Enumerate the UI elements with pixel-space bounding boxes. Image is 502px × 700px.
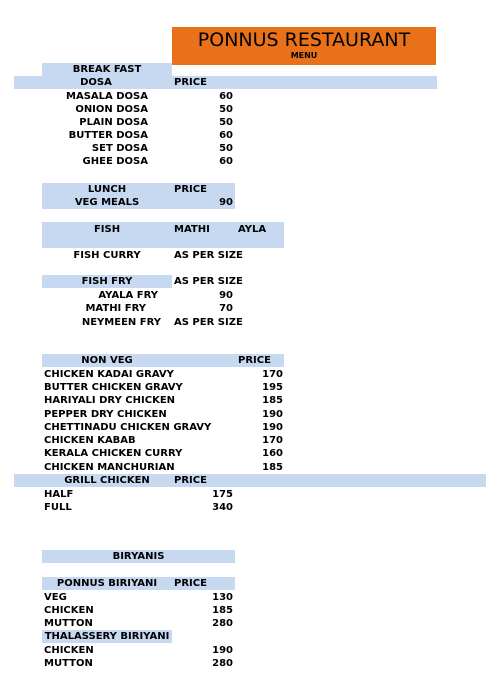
menu-item-price: 190: [212, 645, 233, 656]
menu-item-price: 50: [219, 143, 233, 154]
menu-item-name: CHICKEN KADAI GRAVY: [44, 369, 174, 380]
menu-item-price: 170: [262, 435, 283, 446]
menu-item-name: NEYMEEN FRY: [81, 317, 161, 328]
fish-fry-title: FISH FRY: [81, 276, 133, 287]
menu-item-price: 280: [212, 618, 233, 629]
menu-item-price: 60: [219, 156, 233, 167]
menu-item-name: VEG MEALS: [74, 197, 140, 208]
title-banner: [172, 27, 436, 65]
menu-item-price: AS PER SIZE: [174, 317, 243, 328]
menu-subtitle: MENU: [290, 51, 318, 60]
lunch-price-label: PRICE: [174, 184, 207, 195]
menu-item-price: 60: [219, 130, 233, 141]
menu-item-price: 50: [219, 117, 233, 128]
ponnus-biriyani-title: PONNUS BIRIYANI: [56, 578, 158, 589]
menu-item-name: FULL: [44, 502, 72, 513]
menu-item-price: 185: [212, 605, 233, 616]
menu-item-name: CHICKEN: [44, 645, 94, 656]
menu-item-price: 130: [212, 592, 233, 603]
grill-price-label: PRICE: [174, 475, 207, 486]
grill-chicken-title: GRILL CHICKEN: [64, 475, 150, 486]
menu-item-price: 60: [219, 91, 233, 102]
menu-item-price: AS PER SIZE: [174, 250, 243, 261]
menu-item-price: 170: [262, 369, 283, 380]
restaurant-name: PONNUS RESTAURANT: [197, 29, 411, 51]
menu-item-name: MUTTON: [44, 658, 93, 669]
biryanis-title: BIRYANIS: [112, 551, 165, 562]
dosa-column-label: DOSA: [80, 77, 112, 88]
menu-item-name: CHETTINADU CHICKEN GRAVY: [44, 422, 212, 433]
menu-item-name: MUTTON: [44, 618, 93, 629]
menu-item-name: AYALA FRY: [98, 290, 158, 301]
menu-item-name: MATHI FRY: [85, 303, 146, 314]
fish-mathi-label: MATHI: [174, 224, 210, 235]
menu-item-price: 175: [212, 489, 233, 500]
menu-item-name: PEPPER DRY CHICKEN: [44, 409, 167, 420]
menu-item-price: 90: [219, 197, 233, 208]
menu-item-price: 160: [262, 448, 283, 459]
fish-title: FISH: [93, 224, 121, 235]
menu-item-price: 340: [212, 502, 233, 513]
menu-item-name: VEG: [44, 592, 67, 603]
menu-item-name: MASALA DOSA: [66, 91, 148, 102]
non-veg-title: NON VEG: [81, 355, 133, 366]
menu-item-name: CHICKEN: [44, 605, 94, 616]
menu-item-price: 50: [219, 104, 233, 115]
menu-item-name: BUTTER CHICKEN GRAVY: [44, 382, 183, 393]
menu-item-name: CHICKEN KABAB: [44, 435, 136, 446]
breakfast-price-label: PRICE: [174, 77, 207, 88]
fish-ayla-label: AYLA: [238, 224, 267, 235]
menu-item-price: 70: [219, 303, 233, 314]
menu-item-price: 280: [212, 658, 233, 669]
fish-fry-price: AS PER SIZE: [174, 276, 243, 287]
menu-item-price: 190: [262, 422, 283, 433]
ponnus-price-label: PRICE: [174, 578, 207, 589]
menu-item-name: ONION DOSA: [75, 104, 148, 115]
menu-item-price: 190: [262, 409, 283, 420]
menu-item-name: PLAIN DOSA: [79, 117, 148, 128]
menu-item-name: GHEE DOSA: [82, 156, 148, 167]
menu-item-name: SET DOSA: [91, 143, 148, 154]
breakfast-title: BREAK FAST: [72, 64, 142, 75]
menu-item-price: 90: [219, 290, 233, 301]
menu-item-name: HARIYALI DRY CHICKEN: [44, 395, 176, 406]
menu-item-name: BUTTER DOSA: [68, 130, 148, 141]
thalassery-biriyani-title: THALASSERY BIRIYANI: [44, 631, 170, 642]
menu-item-name: HALF: [44, 489, 74, 500]
menu-item-price: 195: [262, 382, 283, 393]
non-veg-price-label: PRICE: [238, 355, 271, 366]
menu-item-price: 185: [262, 395, 283, 406]
lunch-title: LUNCH: [87, 184, 127, 195]
menu-item-name: FISH CURRY: [73, 250, 141, 261]
menu-item-name: KERALA CHICKEN CURRY: [44, 448, 183, 459]
menu-item-price: 185: [262, 462, 283, 473]
menu-item-name: CHICKEN MANCHURIAN: [44, 462, 175, 473]
